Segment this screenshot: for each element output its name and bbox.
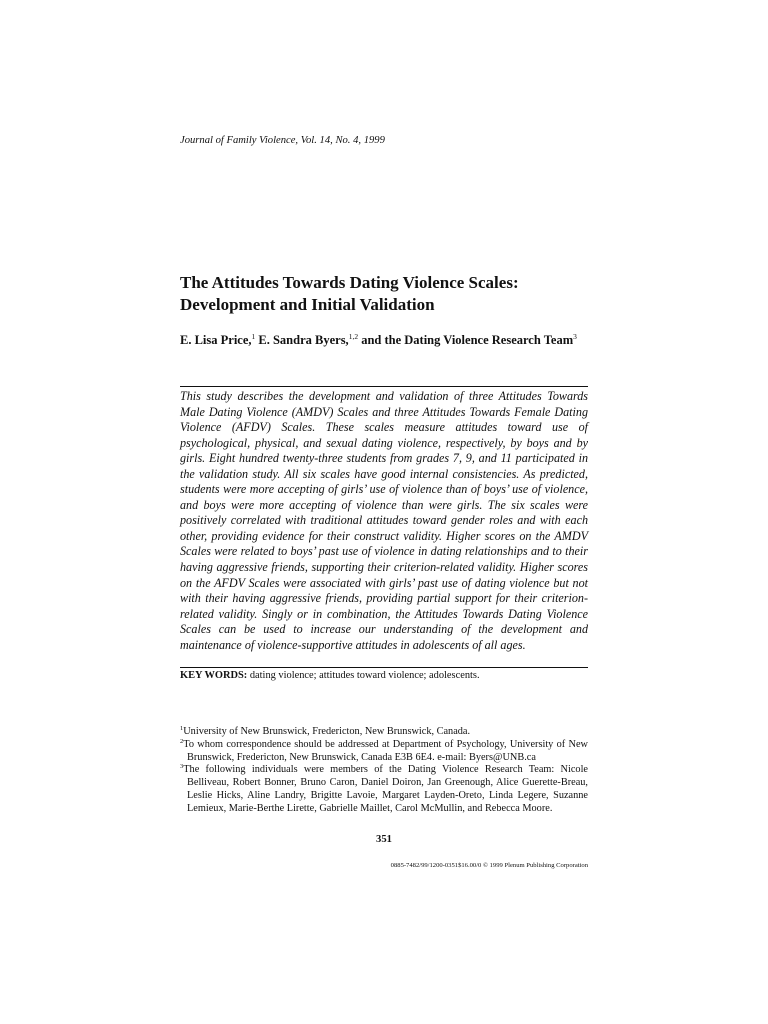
footnote-mark: 3	[180, 763, 184, 771]
footnote-text: To whom correspondence should be addressed at Department of Psychology, University of New Brunswick, Fredericton, New Brunswick, Canada E3B 6E4. e-mail: Byers@UNB.ca	[183, 738, 588, 763]
keywords	[180, 669, 588, 683]
title-line-1: The Attitudes Towards Dating Violence Scales:	[180, 273, 519, 292]
abstract-top-rule	[180, 386, 588, 387]
footnote-1	[180, 726, 588, 739]
footnote-text: The following individuals were members of the Dating Violence Research Team: Nicole Belliveau, Robert Bonner, Bruno Caron, Daniel Doiron, Jan Greenough, Alice Guerette-Breau, Leslie Hicks, Aline Landry, Brigitte Lavoie, Margaret Layden-Oreto, Linda Legere, Suzanne Lemieux, Marie-Berthe Lirette, Gabrielle Maillet, Carol McMullin, and Rebecca Moore.	[183, 764, 588, 814]
keywords-text: dating violence; attitudes toward violence; adolescents.	[247, 670, 480, 681]
footnote-mark: 2	[180, 737, 184, 745]
author-1: E. Lisa Price,	[180, 333, 252, 347]
author-3: and the Dating Violence Research Team	[358, 333, 574, 347]
author-2: E. Sandra Byers,	[255, 333, 349, 347]
footnotes	[180, 726, 588, 815]
journal-citation: Journal of Family Violence, Vol. 14, No. 4, 1999	[180, 135, 385, 146]
author-3-affiliation: 3	[573, 332, 577, 341]
footnote-3	[180, 764, 588, 815]
footnote-mark: 1	[180, 725, 184, 732]
footnote-2	[180, 739, 588, 765]
page-number: 351	[376, 834, 392, 845]
abstract-bottom-rule	[180, 667, 588, 668]
author-list	[180, 331, 588, 349]
abstract: This study describes the development and validation of three Attitudes Towards Male Dating Violence (AMDV) Scales and three Attitudes Towards Female Dating Violence (AFDV) Scales. These scales measure attitudes toward use of psychological, physical, and sexual dating violence, respectively, by boys and by girls. Eight hundred twenty-three students from grades 7, 9, and 11 participated in the validation study. All six scales have good internal consistencies. As predicted, students were more accepting of girls’ use of violence than of boys’ use of violence, and boys were more accepting of violence than were girls. The six scales were positively correlated with traditional attitudes toward gender roles and with each other, providing evidence for their construct validity. Higher scores on the AMDV Scales were related to boys’ past use of violence in dating relationships and to their having aggressive friends, supporting their criterion-related validity. Higher scores on the AFDV Scales were associated with girls’ past use of dating violence but not with their having aggressive friends, providing partial support for their criterion-related validity. Singly or in combination, the Attitudes Towards Dating Violence Scales can be used to increase our understanding of the development and maintenance of violence-supportive attitudes in adolescents of all ages.	[180, 389, 588, 652]
footnote-text: University of New Brunswick, Fredericton, New Brunswick, Canada.	[183, 726, 471, 737]
author-1-affiliation: 1	[251, 332, 256, 341]
author-2-affiliation: 1,2	[348, 332, 359, 341]
keywords-label: KEY WORDS:	[180, 670, 248, 681]
article-title	[180, 272, 588, 316]
copyright-line: 0885-7482/99/1200-0351$16.00/0 © 1999 Plenum Publishing Corporation	[390, 862, 588, 869]
title-line-2: Development and Initial Validation	[180, 295, 435, 314]
